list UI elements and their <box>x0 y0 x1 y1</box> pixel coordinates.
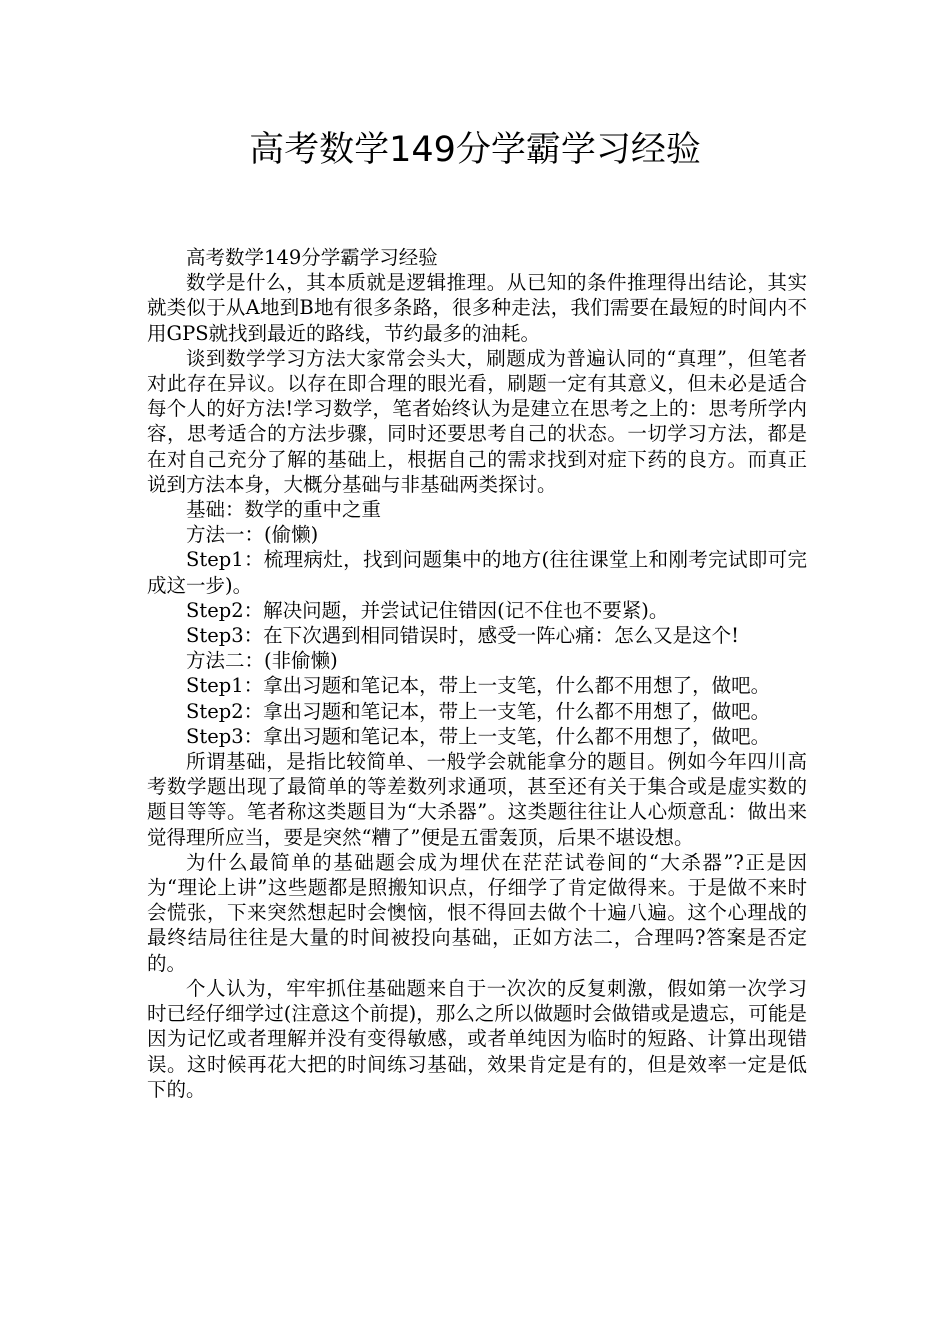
method-heading: 方法二：(非偷懒) <box>186 649 338 673</box>
step-item: Step1：拿出习题和笔记本，带上一支笔，什么都不用想了，做吧。 <box>186 674 771 698</box>
paragraph: 数学是什么，其本质就是逻辑推理。从已知的条件推理得出结论，其实就类似于从A地到B地有很多条路，很多种走法，我们需要在最短的时间内不用GPS就找到最近的路线，节约最多的油耗。 <box>147 271 807 345</box>
paragraph: 个人认为，牢牢抓住基础题来自于一次次的反复刺激，假如第一次学习时已经仔细学过(注意这个前提)，那么之所以做题时会做错或是遗忘，可能是因为记忆或者理解并没有变得敏感，或者单纯因为临时的短路、计算出现错误。这时候再花大把的时间练习基础，效果肯定是有的，但是效率一定是低下的。 <box>147 976 807 1101</box>
paragraph: 所谓基础，是指比较简单、一般学会就能拿分的题目。例如今年四川高考数学题出现了最简单的等差数列求通项，甚至还有关于集合或是虚实数的题目等等。笔者称这类题目为“大杀器”。这类题往往让人心烦意乱：做出来觉得理所应当，要是突然“糟了”便是五雷轰顶，后果不堪设想。 <box>147 750 807 849</box>
document-body <box>147 245 807 1102</box>
paragraph: 谈到数学学习方法大家常会头大，刷题成为普遍认同的“真理”，但笔者对此存在异议。以存在即合理的眼光看，刷题一定有其意义，但未必是适合每个人的好方法!学习数学，笔者始终认为是建立在思考之上的：思考所学内容，思考适合的方法步骤，同时还要思考自己的状态。一切学习方法，都是在对自己充分了解的基础上，根据自己的需求找到对症下药的良方。而真正说到方法本身，大概分基础与非基础两类探讨。 <box>147 346 807 496</box>
step-item: Step3：在下次遇到相同错误时，感受一阵心痛：怎么又是这个! <box>186 624 739 648</box>
step-item: Step1：梳理病灶，找到问题集中的地方(往往课堂上和刚考完试即可完成这一步)。 <box>147 548 807 597</box>
step-item: Step2：解决问题，并尝试记住错因(记不住也不要紧)。 <box>186 598 669 622</box>
step-item: Step3：拿出习题和笔记本，带上一支笔，什么都不用想了，做吧。 <box>186 724 771 748</box>
document-title: 高考数学149分学霸学习经验 <box>249 130 701 170</box>
paragraph: 为什么最简单的基础题会成为埋伏在茫茫试卷间的“大杀器”?正是因为“理论上讲”这些题都是照搬知识点，仔细学了肯定做得来。于是做不来时会慌张，下来突然想起时会懊恼，恨不得回去做个十遍八遍。这个心理战的最终结局往往是大量的时间被投向基础，正如方法二，合理吗?答案是否定的。 <box>147 850 807 975</box>
section-heading: 基础：数学的重中之重 <box>186 498 382 522</box>
step-item: Step2：拿出习题和笔记本，带上一支笔，什么都不用想了，做吧。 <box>186 699 771 723</box>
paragraph-subtitle: 高考数学149分学霸学习经验 <box>186 246 438 269</box>
method-heading: 方法一：(偷懒) <box>186 523 319 547</box>
